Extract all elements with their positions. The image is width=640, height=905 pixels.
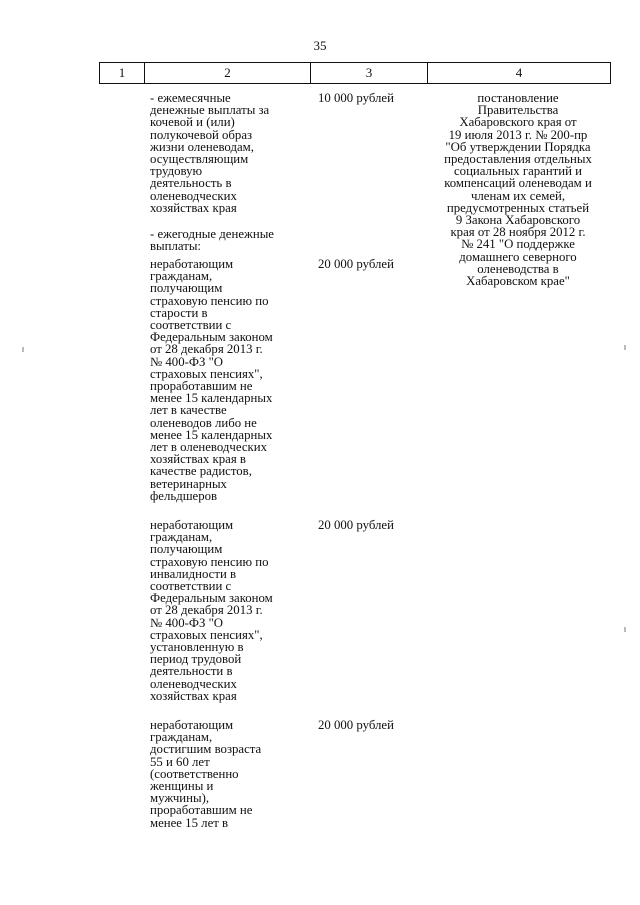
row-2-description: - ежегодные денежные выплаты: <box>150 227 274 254</box>
row-5-description: неработающим гражданам, достигшим возраста 55 и 60 лет (соответственно женщины и мужчины), проработавшим не менее 15 лет в <box>150 718 262 830</box>
header-col-4: 4 <box>515 65 523 80</box>
header-col-3: 3 <box>311 63 428 83</box>
row-3-amount: 20 000 рублей <box>318 257 394 271</box>
row-4-description: неработающим гражданам, получающим страховую пенсию по инвалидности в соответствии с Федеральным законом от 28 декабря 2013 г. № 400-ФЗ "О страховых пенсиях", установленную в период трудовой деятельности в оленеводческих хозяйствах края <box>150 518 273 703</box>
row-4-amount: 20 000 рублей <box>318 518 394 532</box>
page-number: 35 <box>313 38 327 53</box>
header-col-2: 2 <box>145 63 311 83</box>
row-5-amount: 20 000 рублей <box>318 718 394 732</box>
legal-basis: постановление Правительства Хабаровского края от 19 июля 2013 г. № 200-пр "Об утверждении Порядка предоставления отдельных социальных гарантий и компенсаций оленеводам и членам их семей, предусмотренных статьей 9 Закона Хабаровского края от 28 ноября 2012 г. № 241 "О поддержке домашнего северного оленеводства в Хабаровском крае" <box>444 91 592 289</box>
row-1-amount: 10 000 рублей <box>318 91 394 105</box>
row-1-description: - ежемесячные денежные выплаты за кочевой и (или) полукочевой образ жизни оленеводам, осуществляющим трудовую деятельность в оленеводческих хозяйствах края <box>150 91 270 215</box>
row-3-description: неработающим гражданам, получающим страховую пенсию по старости в соответствии с Федеральным законом от 28 декабря 2013 г. № 400-ФЗ "О страховых пенсиях", проработавшим не менее 15 календарных лет в качестве оленеводов либо не менее 15 календарных лет в оленеводческих хозяйствах края в качестве радистов, ветеринарных фельдшеров <box>150 257 273 503</box>
table-header-row <box>99 62 611 84</box>
header-col-1: 1 <box>100 63 145 83</box>
scan-mark <box>624 345 626 350</box>
scan-mark <box>22 347 24 352</box>
scan-mark <box>624 627 626 632</box>
